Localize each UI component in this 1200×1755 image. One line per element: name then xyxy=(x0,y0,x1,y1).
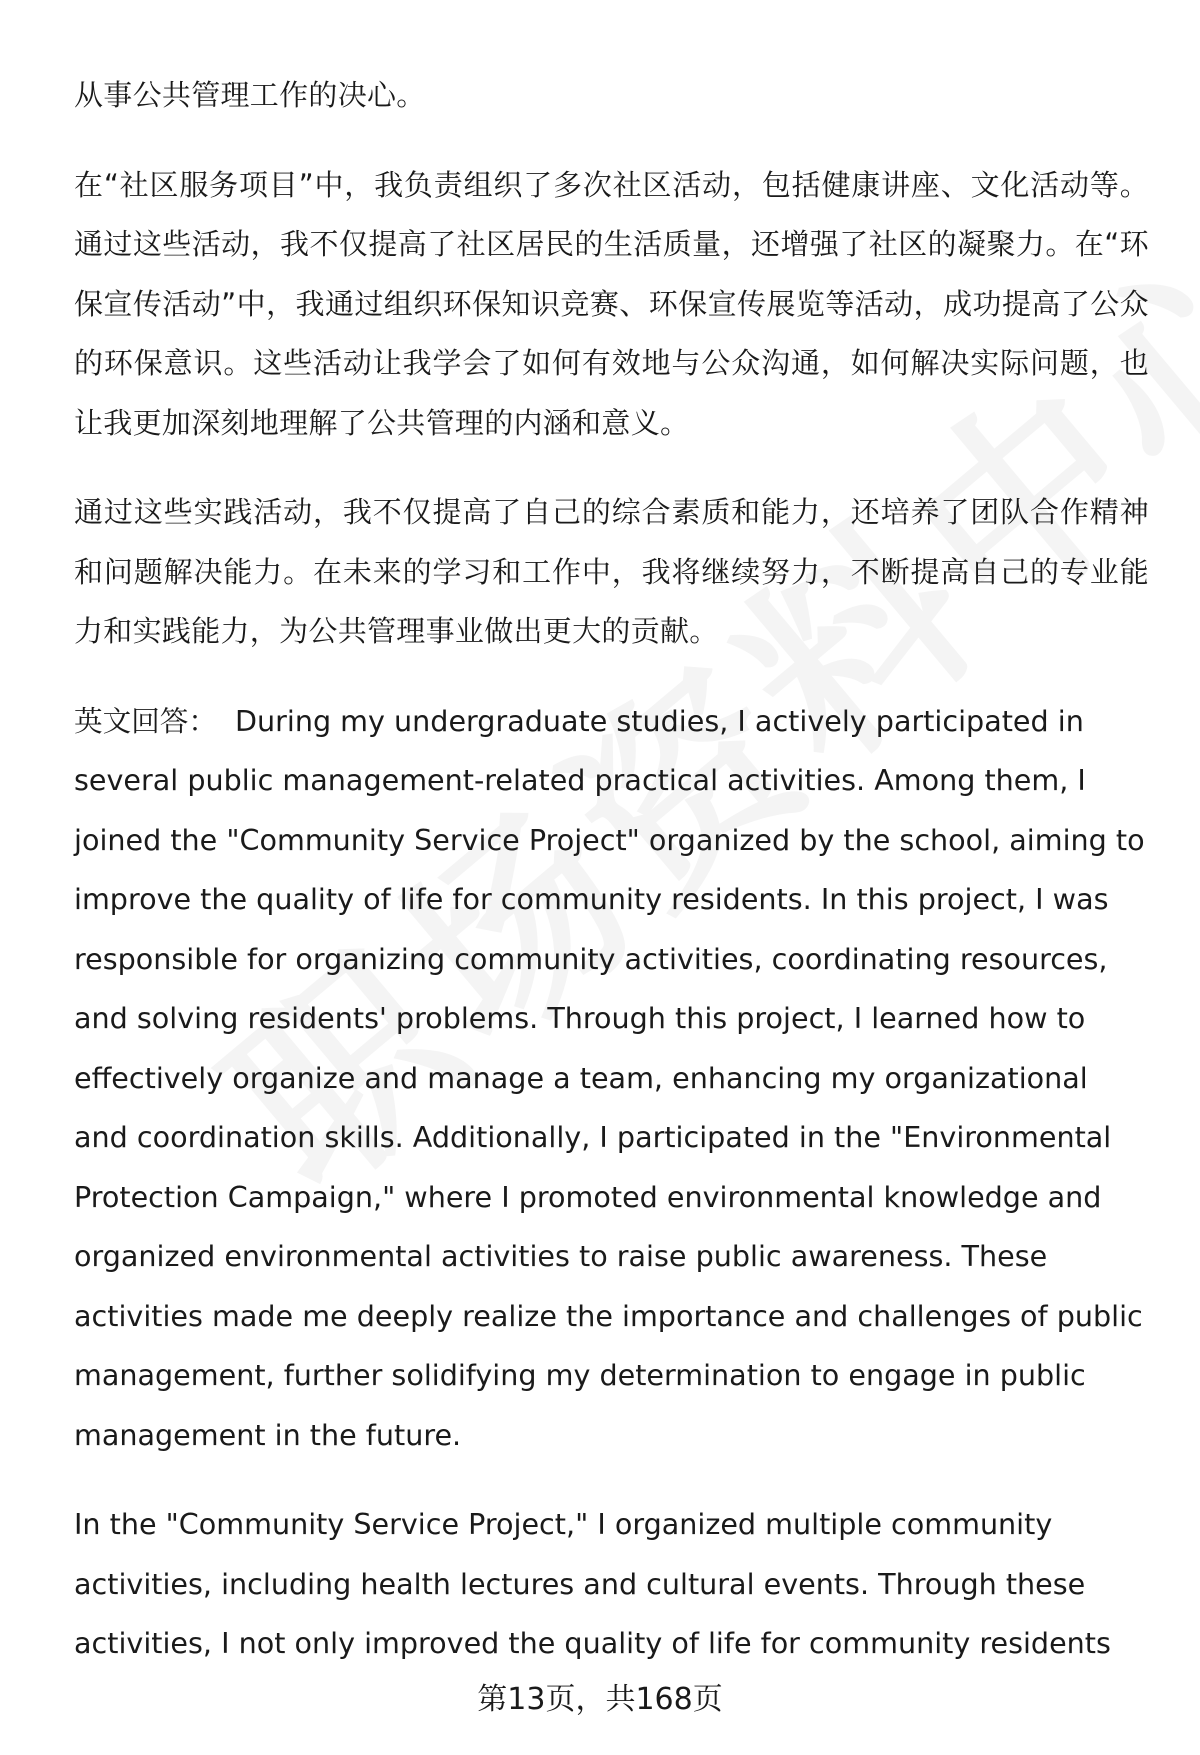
paragraph-english-answer xyxy=(74,692,1149,1466)
english-answer-label: 英文回答： xyxy=(74,703,217,738)
english-answer-text: During my undergraduate studies, I actively participated in several public management-related practical activities. Among them, I joined the "Community Service Project" organized by the school, aiming to improve the quality of life for community residents. In this project, I was responsible for organizing community activities, coordinating resources, and solving residents' problems. Through this project, I learned how to effectively organize and manage a team, enhancing my organizational and coordination skills. Additionally, I participated in the "Environmental Protection Campaign," where I promoted environmental knowledge and organized environmental activities to raise public awareness. These activities made me deeply realize the importance and challenges of public management, further solidifying my determination to engage in public management in the future. xyxy=(74,703,1145,1452)
document-body xyxy=(74,66,1149,1704)
paragraph-continuation: 从事公共管理工作的决心。 xyxy=(74,78,426,112)
paragraph-community-service: 在“社区服务项目”中，我负责组织了多次社区活动，包括健康讲座、文化活动等。通过这些活动，我不仅提高了社区居民的生活质量，还增强了社区的凝聚力。在“环保宣传活动”中，我通过组织环保知识竞赛、环保宣传展览等活动，成功提高了公众的环保意识。这些活动让我学会了如何有效地与公众沟通，如何解决实际问题，也让我更加深刻地理解了公共管理的内涵和意义。 xyxy=(74,167,1149,440)
page-number: 第13页，共168页 xyxy=(477,1682,723,1717)
paragraph-summary: 通过这些实践活动，我不仅提高了自己的综合素质和能力，还培养了团队合作精神和问题解决能力。在未来的学习和工作中，我将继续努力，不断提高自己的专业能力和实践能力，为公共管理事业做出更大的贡献。 xyxy=(74,495,1149,648)
paragraph-english-community: In the "Community Service Project," I organized multiple community activities, including health lectures and cultural events. Through these activities, I not only improved the quality of life for community residents xyxy=(74,1507,1111,1660)
